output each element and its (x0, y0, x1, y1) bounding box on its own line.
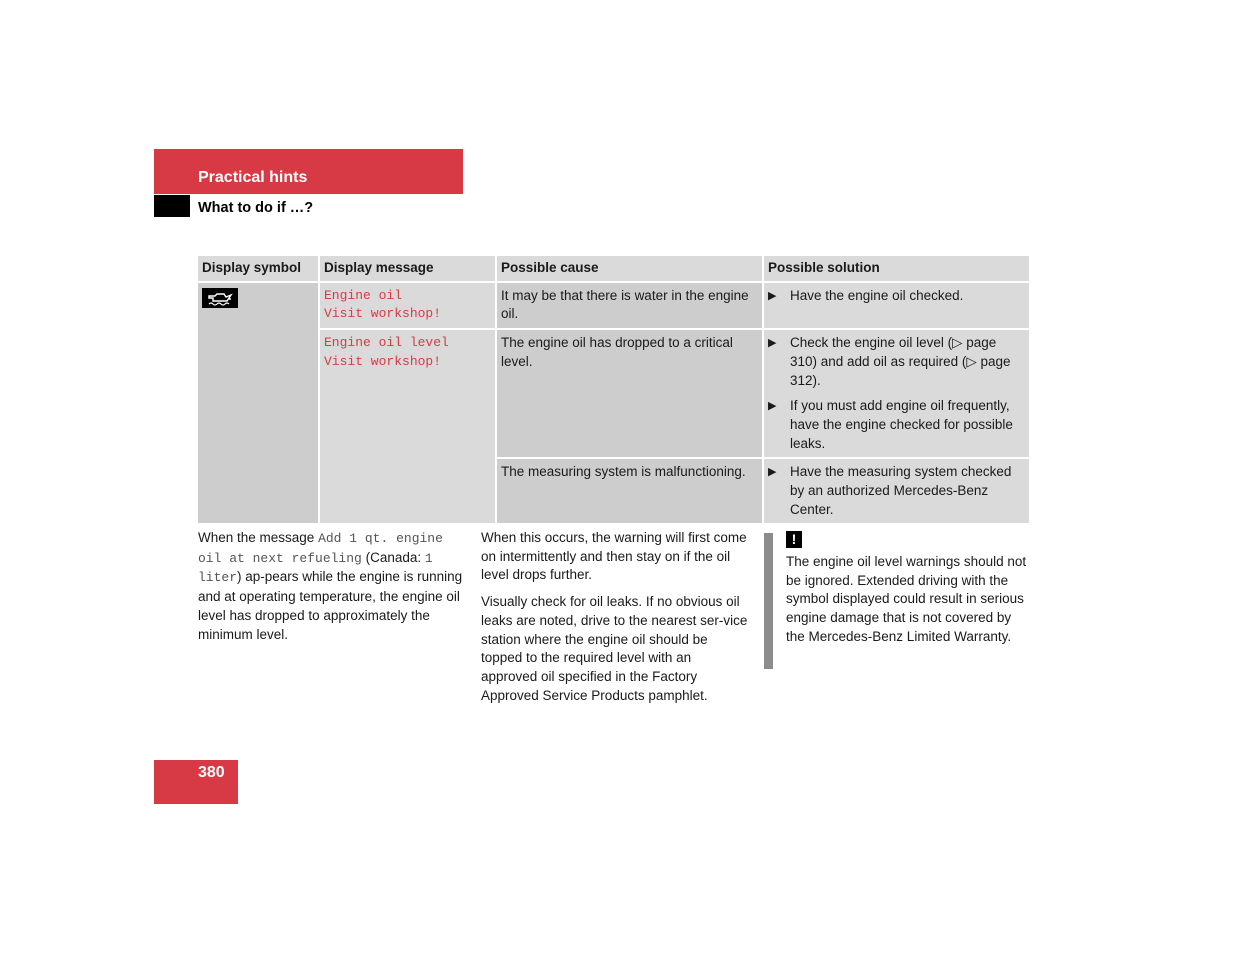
message-line: Visit workshop! (324, 306, 442, 322)
hints-table (198, 256, 1029, 525)
message-line: Visit workshop! (324, 353, 442, 369)
cause-cell: The engine oil has dropped to a critical level. (495, 330, 762, 459)
table-header-row (198, 256, 1029, 283)
header-possible-cause: Possible cause (495, 256, 762, 283)
section-title: Practical hints (198, 169, 308, 186)
warning-side-bar (764, 533, 773, 669)
engine-oil-warning-icon (202, 288, 238, 308)
bullet-arrow-icon: ▶ (768, 400, 777, 413)
bullet-arrow-icon: ▶ (768, 337, 777, 350)
solution-item: ▶ Check the engine oil level (▷ page 310) and add oil as required (▷ page 312). (768, 335, 1011, 388)
message-cell (318, 330, 495, 525)
header-display-symbol: Display symbol (198, 256, 318, 283)
subsection-title: What to do if …? (198, 200, 314, 216)
solution-item: ▶ Have the engine oil checked. (768, 287, 1025, 306)
message-cell (318, 283, 495, 330)
body-column-2 (481, 529, 749, 713)
subsection-marker (154, 195, 190, 217)
warning-exclamation-icon: ! (786, 531, 802, 548)
display-message-inline: Add 1 qt. engine oil at next refueling (198, 531, 443, 566)
cause-cell: The measuring system is malfunctioning. (495, 459, 762, 525)
page-number-box (154, 760, 238, 804)
header-possible-solution: Possible solution (762, 256, 1029, 283)
table-row (198, 283, 1029, 330)
paragraph: When this occurs, the warning will first come on intermittently and then stay on if the oil level drops further. (481, 530, 747, 583)
solution-cell (762, 459, 1029, 525)
solution-cell (762, 283, 1029, 330)
display-message-inline: 1 liter (198, 550, 433, 586)
bullet-arrow-icon: ▶ (768, 289, 777, 302)
page-number: 380 (198, 764, 225, 781)
header-display-message: Display message (318, 256, 495, 283)
message-line: Engine oil level (324, 335, 449, 351)
solution-cell (762, 330, 1029, 459)
warning-text: The engine oil level warnings should not be ignored. Extended driving with the symbol displayed could result in serious engine damage that is not covered by the Mercedes-Benz Limited Warranty. (786, 554, 1027, 644)
message-line: Engine oil (324, 287, 403, 303)
paragraph: When the message Add 1 qt. engine oil at next refueling (Canada: 1 liter) ap-pears while the engine is running and at operating temperature, the engine oil level has dropped to approximately the minimum level. (198, 530, 463, 642)
bullet-arrow-icon: ▶ (768, 466, 777, 479)
symbol-cell (198, 283, 318, 526)
paragraph: Visually check for oil leaks. If no obvious oil leaks are noted, drive to the nearest ser-vice station where the engine oil should be topped to the required level with an approved oil specified in the Factory Approved Service Products pamphlet. (481, 594, 748, 703)
cause-cell: It may be that there is water in the engine oil. (495, 283, 762, 330)
solution-item: ▶ Have the measuring system checked by an authorized Mercedes-Benz Center. (768, 464, 1012, 517)
table-row (198, 330, 1029, 459)
body-column-1 (198, 529, 466, 652)
solution-item: ▶ If you must add engine oil frequently, have the engine checked for possible leaks. (768, 398, 1013, 451)
